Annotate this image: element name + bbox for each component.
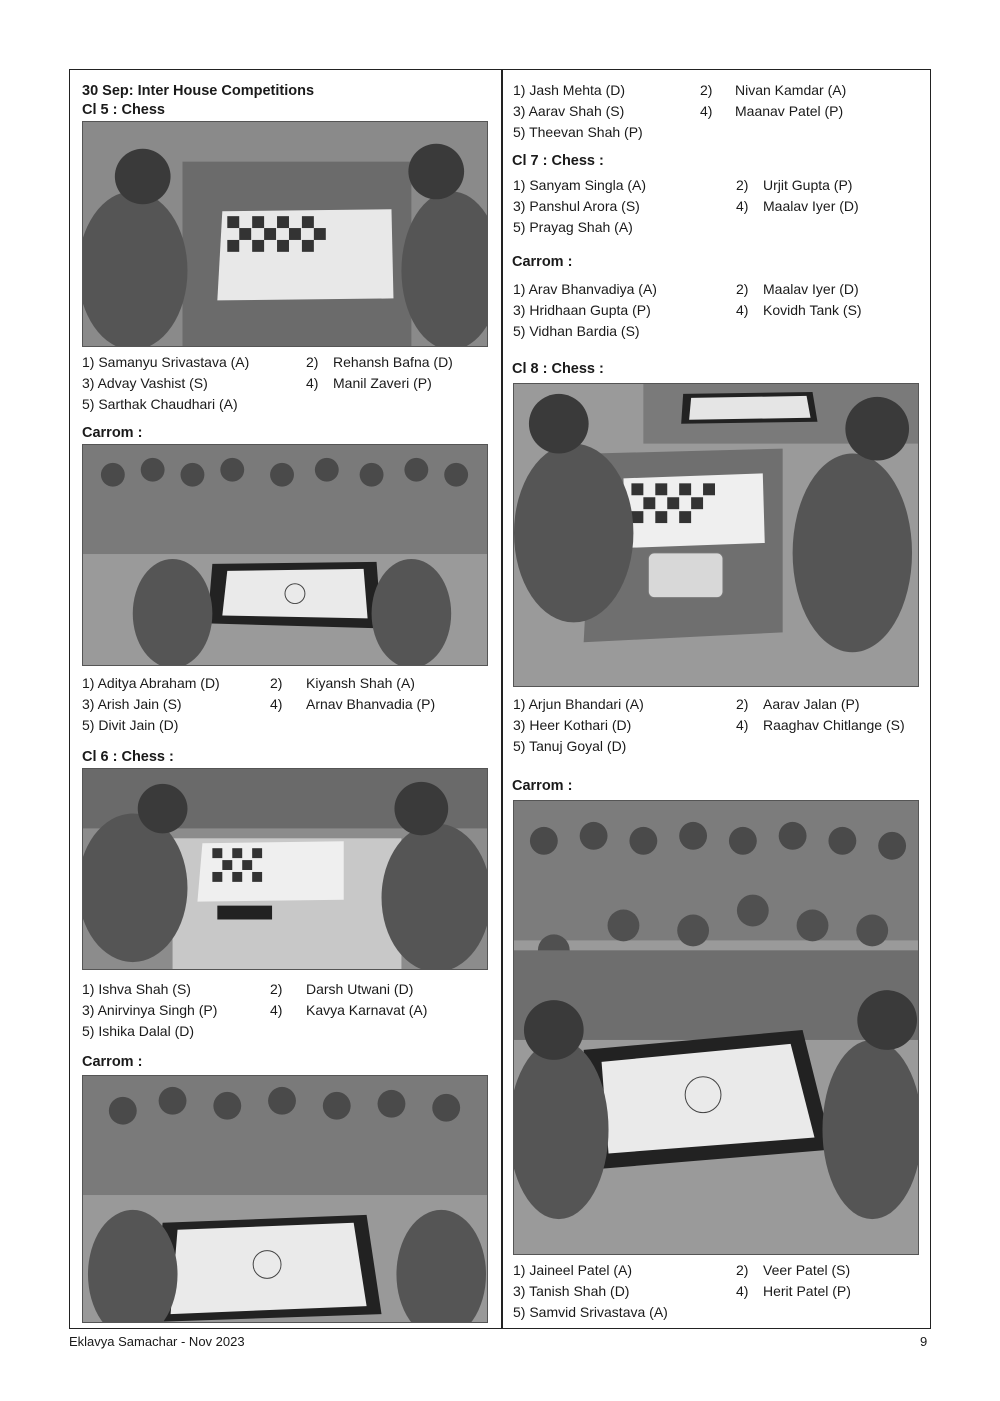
result-row: 5) Samvid Srivastava (A)	[513, 1304, 668, 1320]
cl6-chess-photo	[82, 768, 488, 970]
result-row: 5) Theevan Shah (P)	[513, 124, 643, 140]
cl6-chess-header	[82, 748, 174, 767]
cl7-chess-header	[512, 152, 604, 171]
cl6-carrom-results	[513, 80, 923, 143]
result-row: 1) Arjun Bhandari (A) 2) Aarav Jalan (P)	[513, 696, 860, 712]
result-row: 5) Tanuj Goyal (D)	[513, 738, 627, 754]
cl5-chess-results	[82, 352, 492, 415]
result-row: 1) Sanyam Singla (A) 2) Urjit Gupta (P)	[513, 177, 853, 193]
cl8-chess-results	[513, 694, 923, 757]
result-row: 3) Arish Jain (S) 4) Arnav Bhanvadia (P)	[82, 696, 436, 712]
result-row: 5) Sarthak Chaudhari (A)	[82, 396, 238, 412]
cl7-carrom-header	[512, 253, 572, 272]
cl6-chess-results	[82, 979, 492, 1042]
cl8-chess-header	[512, 360, 604, 379]
footer-publication: Eklavya Samachar - Nov 2023	[69, 1334, 245, 1349]
cl5-chess-photo	[82, 121, 488, 347]
cl6-carrom-header	[82, 1053, 142, 1072]
result-row: 3) Heer Kothari (D) 4) Raaghav Chitlange (S)	[513, 717, 905, 733]
result-row: 3) Anirvinya Singh (P) 4) Kavya Karnavat (A)	[82, 1002, 428, 1018]
cl6-carrom-photo	[82, 1075, 488, 1323]
result-row: 5) Vidhan Bardia (S)	[513, 323, 640, 339]
cl8-carrom-results	[513, 1260, 923, 1323]
cl5-carrom-results	[82, 673, 492, 736]
event-title: 30 Sep: Inter House Competitions	[82, 83, 315, 99]
footer-page-number: 9	[920, 1334, 928, 1349]
result-row: 3) Aarav Shah (S) 4) Maanav Patel (P)	[513, 103, 844, 119]
cl7-chess-heading: Cl 7 : Chess :	[512, 153, 604, 169]
cl6-carrom-heading: Carrom :	[82, 1054, 143, 1070]
result-row: 5) Prayag Shah (A)	[513, 219, 633, 235]
cl5-carrom-photo	[82, 444, 488, 666]
result-row: 3) Panshul Arora (S) 4) Maalav Iyer (D)	[513, 198, 859, 214]
result-row: 1) Ishva Shah (S) 2) Darsh Utwani (D)	[82, 981, 414, 997]
result-row: 1) Arav Bhanvadiya (A) 2) Maalav Iyer (D)	[513, 281, 859, 297]
cl5-chess-heading: Cl 5 : Chess	[82, 102, 165, 118]
result-row: 1) Jaineel Patel (A) 2) Veer Patel (S)	[513, 1262, 851, 1278]
cl5-carrom-heading: Carrom :	[82, 425, 143, 441]
cl8-carrom-header	[512, 777, 572, 796]
cl7-carrom-heading: Carrom :	[512, 254, 573, 270]
result-row: 1) Jash Mehta (D) 2) Nivan Kamdar (A)	[513, 82, 847, 98]
cl8-carrom-photo	[513, 800, 919, 1255]
result-row: 5) Divit Jain (D)	[82, 717, 179, 733]
cl7-carrom-results	[513, 279, 923, 342]
cl5-carrom-header	[82, 424, 142, 443]
result-row: 5) Ishika Dalal (D)	[82, 1023, 195, 1039]
cl8-carrom-heading: Carrom :	[512, 778, 573, 794]
result-row: 3) Hridhaan Gupta (P) 4) Kovidh Tank (S)	[513, 302, 862, 318]
column-divider	[501, 69, 503, 1329]
cl5-chess-header	[82, 82, 314, 120]
result-row: 1) Aditya Abraham (D) 2) Kiyansh Shah (A)	[82, 675, 415, 691]
cl6-chess-heading: Cl 6 : Chess :	[82, 749, 174, 765]
cl7-chess-results	[513, 175, 923, 238]
cl8-chess-heading: Cl 8 : Chess :	[512, 361, 604, 377]
result-row: 3) Advay Vashist (S) 4) Manil Zaveri (P)	[82, 375, 432, 391]
result-row: 1) Samanyu Srivastava (A) 2) Rehansh Bafna (D)	[82, 354, 453, 370]
cl8-chess-photo	[513, 383, 919, 687]
result-row: 3) Tanish Shah (D) 4) Herit Patel (P)	[513, 1283, 851, 1299]
